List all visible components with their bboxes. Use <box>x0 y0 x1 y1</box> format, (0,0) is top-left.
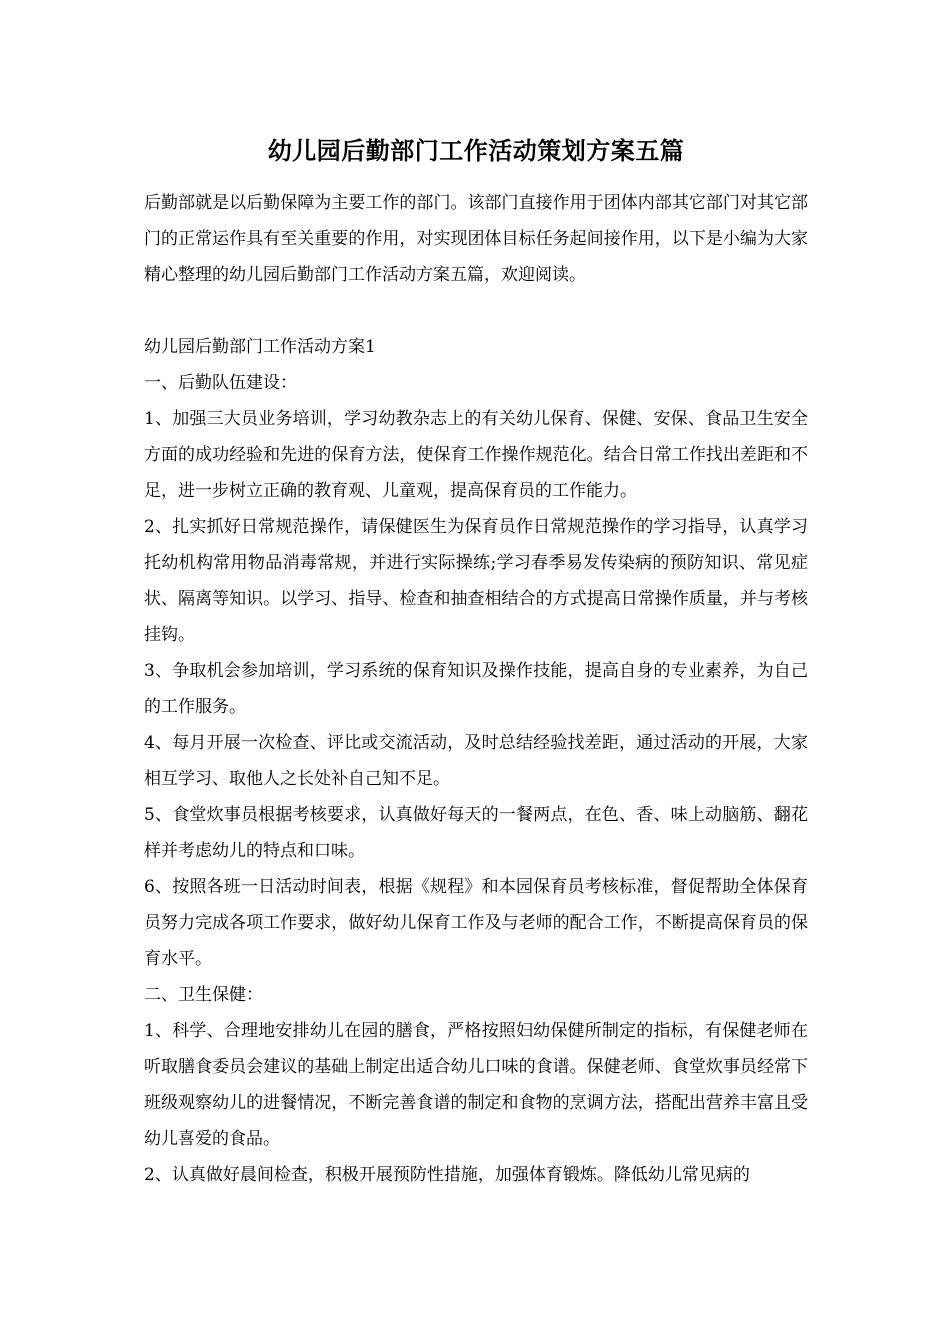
list-item: 3、争取机会参加培训，学习系统的保育知识及操作技能，提高自身的专业素养，为自己的工作服务。 <box>144 661 808 717</box>
paragraph-spacer <box>144 293 808 329</box>
list-item: 2、认真做好晨间检查，积极开展预防性措施，加强体育锻炼。降低幼儿常见病的 <box>144 1165 750 1185</box>
section-heading: 二、卫生保健： <box>144 985 263 1005</box>
document-title: 幼儿园后勤部门工作活动策划方案五篇 <box>267 136 685 165</box>
document-body <box>144 133 808 1193</box>
list-item: 2、扎实抓好日常规范操作，请保健医生为保育员作日常规范操作的学习指导，认真学习托幼机构常用物品消毒常规，并进行实际操练;学习春季易发传染病的预防知识、常见症状、隔离等知识。以学习、指导、检查和抽查相结合的方式提高日常操作质量，并与考核挂钩。 <box>144 517 808 645</box>
list-item: 1、科学、合理地安排幼儿在园的膳食，严格按照妇幼保健所制定的指标，有保健老师在听取膳食委员会建议的基础上制定出适合幼儿口味的食谱。保健老师、食堂炊事员经常下班级观察幼儿的进餐情况，不断完善食谱的制定和食物的烹调方法，搭配出营养丰富且受幼儿喜爱的食品。 <box>144 1021 808 1149</box>
intro-paragraph: 后勤部就是以后勤保障为主要工作的部门。该部门直接作用于团体内部其它部门对其它部门的正常运作具有至关重要的作用，对实现团体目标任务起间接作用，以下是小编为大家精心整理的幼儿园后勤部门工作活动方案五篇，欢迎阅读。 <box>144 193 808 285</box>
list-item: 1、加强三大员业务培训，学习幼教杂志上的有关幼儿保育、保健、安保、食品卫生安全方面的成功经验和先进的保育方法，使保育工作操作规范化。结合日常工作找出差距和不足，进一步树立正确的教育观、儿童观，提高保育员的工作能力。 <box>144 409 808 501</box>
section-title: 幼儿园后勤部门工作活动方案1 <box>144 337 376 357</box>
section-heading: 一、后勤队伍建设： <box>144 373 297 393</box>
list-item: 6、按照各班一日活动时间表，根据《规程》和本园保育员考核标准，督促帮助全体保育员努力完成各项工作要求，做好幼儿保育工作及与老师的配合工作，不断提高保育员的保育水平。 <box>144 877 808 969</box>
list-item: 4、每月开展一次检查、评比或交流活动，及时总结经验找差距，通过活动的开展，大家相互学习、取他人之长处补自己知不足。 <box>144 733 808 789</box>
list-item: 5、食堂炊事员根据考核要求，认真做好每天的一餐两点，在色、香、味上动脑筋、翻花样并考虑幼儿的特点和口味。 <box>144 805 808 861</box>
